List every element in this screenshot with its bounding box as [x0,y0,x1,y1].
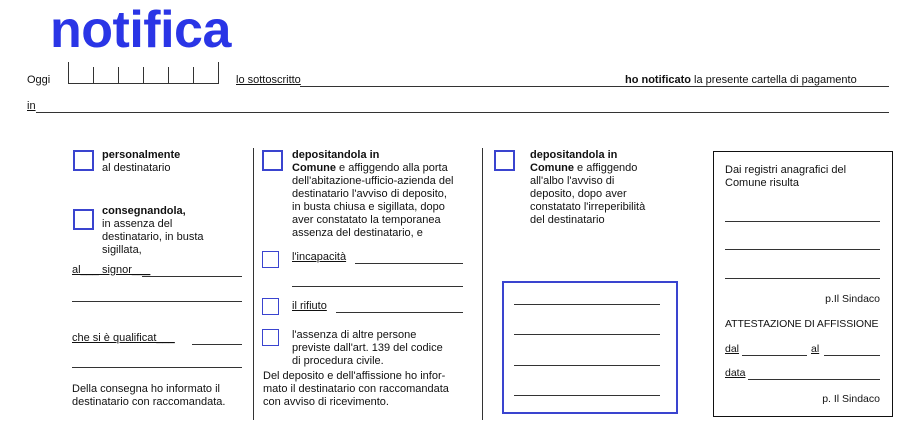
assenza-checkbox[interactable] [262,329,279,346]
dal-label: dal [725,343,740,355]
depositandola-porta-text: depositandola in Comune e affiggendo alla porta dell'abitazione-ufficio-azienda del destinatario l'avviso di deposito, in busta chiusa e sigillata, dopo aver constatato la temporanea assenza del destinatario, e [292,149,454,239]
attestazione-heading: ATTESTAZIONE DI AFFISSIONE [725,318,879,330]
data-label: data [725,367,746,379]
sottoscritto-label: lo sottoscritto [236,74,301,86]
deposito-informato-text: Del deposito e dell'affissione ho infor- mato il destinatario con raccomandata con avviso di ricevimento. [263,370,449,408]
depositandola-albo-text: depositandola in Comune e affiggendo all'albo l'avviso di deposito, dopo aver constatato l'irreperibilità del destinatario [530,149,646,226]
column-divider [482,148,483,420]
personalmente-text: personalmente al destinatario [102,149,181,174]
consegna-informato-text: Della consegna ho informato il destinatario con raccomandata. [72,383,226,408]
registri-text: Dai registri anagrafici del Comune risulta [725,164,847,189]
qualificat-label: che si è qualificat___ [72,332,175,344]
registri-box [713,151,893,417]
date-boxes[interactable] [68,62,218,84]
sindaco-2-label: p. Il Sindaco [822,393,880,405]
notes-box[interactable] [502,281,678,414]
depositandola-porta-checkbox[interactable] [262,150,283,171]
assenza-text: l'assenza di altre persone previste dall'art. 139 del codice di procedura civile. [292,329,443,367]
registri-line-3 [725,278,880,279]
oggi-label: Oggi [27,74,51,86]
signor-line [72,301,242,302]
al-signor-label: al___ signor___ [72,264,151,276]
rifiuto-label: il rifiuto [292,300,327,312]
sindaco-1-label: p.Il Sindaco [825,293,880,305]
in-line [36,112,889,113]
depositandola-albo-checkbox[interactable] [494,150,515,171]
incapacita-line [292,286,463,287]
in-label: in [27,100,36,112]
registri-line-2 [725,249,880,250]
sottoscritto-line [300,86,625,87]
incapacita-label: l'incapacità [292,251,347,263]
notificato-text: ho notificato la presente cartella di pagamento [625,74,857,86]
rifiuto-checkbox[interactable] [262,298,279,315]
personalmente-checkbox[interactable] [73,150,94,171]
consegnandola-checkbox[interactable] [73,209,94,230]
consegnandola-text: consegnandola, in assenza del destinatario, in busta sigillata, [102,205,204,256]
document-title: notifica [50,1,231,59]
al-label: al [811,343,820,355]
column-divider [253,148,254,420]
qualificat-line [72,367,242,368]
registri-line-1 [725,221,880,222]
incapacita-checkbox[interactable] [262,251,279,268]
